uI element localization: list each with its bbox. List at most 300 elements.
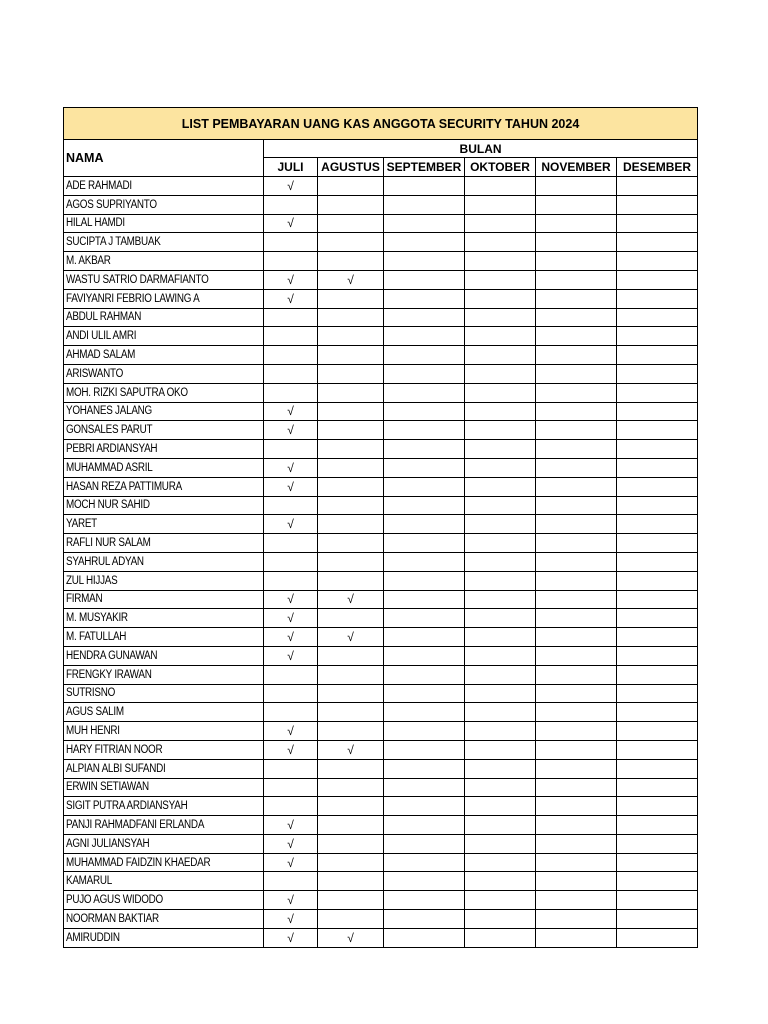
payment-cell-september xyxy=(384,270,465,289)
payment-cell-oktober xyxy=(465,383,536,402)
member-name: YARET xyxy=(66,518,97,531)
payment-cell-desember xyxy=(617,590,698,609)
payment-cell-desember xyxy=(617,477,698,496)
payment-cell-oktober xyxy=(465,289,536,308)
member-name: SUTRISNO xyxy=(66,687,116,700)
member-name-cell xyxy=(64,477,264,496)
payment-cell-desember xyxy=(617,327,698,346)
payment-cell-desember xyxy=(617,797,698,816)
payment-table xyxy=(63,107,698,948)
member-name-cell xyxy=(64,571,264,590)
month-header-juli: JULI xyxy=(264,158,318,177)
payment-cell-agustus xyxy=(318,552,384,571)
payment-cell-september xyxy=(384,214,465,233)
payment-cell-november xyxy=(536,759,617,778)
table-row xyxy=(64,496,698,515)
member-name: PUJO AGUS WIDODO xyxy=(66,894,163,907)
payment-cell-desember xyxy=(617,834,698,853)
table-row xyxy=(64,364,698,383)
check-mark-icon: √ xyxy=(287,291,294,306)
payment-cell-oktober xyxy=(465,759,536,778)
payment-cell-oktober xyxy=(465,910,536,929)
member-rows xyxy=(64,177,698,948)
payment-cell-november xyxy=(536,910,617,929)
month-group-header: BULAN xyxy=(264,140,698,158)
payment-cell-november xyxy=(536,928,617,947)
payment-cell-agustus xyxy=(318,534,384,553)
payment-cell-oktober xyxy=(465,665,536,684)
payment-cell-desember xyxy=(617,740,698,759)
payment-cell-juli xyxy=(264,421,318,440)
member-name-cell xyxy=(64,590,264,609)
check-mark-icon: √ xyxy=(287,836,294,851)
payment-cell-desember xyxy=(617,928,698,947)
payment-cell-september xyxy=(384,759,465,778)
payment-cell-november xyxy=(536,722,617,741)
payment-cell-oktober xyxy=(465,496,536,515)
payment-cell-september xyxy=(384,722,465,741)
payment-cell-desember xyxy=(617,891,698,910)
payment-cell-oktober xyxy=(465,816,536,835)
payment-cell-desember xyxy=(617,759,698,778)
member-name: HENDRA GUNAWAN xyxy=(66,649,158,662)
table-row xyxy=(64,853,698,872)
payment-cell-juli xyxy=(264,797,318,816)
table-row xyxy=(64,346,698,365)
payment-cell-oktober xyxy=(465,928,536,947)
member-name-cell xyxy=(64,195,264,214)
table-row xyxy=(64,759,698,778)
table-row xyxy=(64,195,698,214)
payment-cell-november xyxy=(536,421,617,440)
table-row xyxy=(64,797,698,816)
payment-cell-oktober xyxy=(465,346,536,365)
payment-cell-oktober xyxy=(465,703,536,722)
payment-cell-juli xyxy=(264,646,318,665)
table-row xyxy=(64,628,698,647)
payment-cell-desember xyxy=(617,628,698,647)
payment-cell-juli xyxy=(264,571,318,590)
table-row xyxy=(64,834,698,853)
payment-cell-november xyxy=(536,571,617,590)
payment-cell-agustus xyxy=(318,515,384,534)
member-name-cell xyxy=(64,214,264,233)
member-name: WASTU SATRIO DARMAFIANTO xyxy=(66,273,209,286)
payment-cell-september xyxy=(384,552,465,571)
payment-cell-september xyxy=(384,195,465,214)
payment-cell-agustus xyxy=(318,327,384,346)
check-mark-icon: √ xyxy=(287,178,294,193)
month-header-september: SEPTEMBER xyxy=(384,158,465,177)
member-name: M. MUSYAKIR xyxy=(66,612,128,625)
member-name-cell xyxy=(64,665,264,684)
payment-cell-oktober xyxy=(465,177,536,196)
payment-cell-agustus xyxy=(318,177,384,196)
payment-cell-juli xyxy=(264,778,318,797)
table-row xyxy=(64,891,698,910)
table-row xyxy=(64,421,698,440)
payment-cell-desember xyxy=(617,421,698,440)
payment-cell-juli xyxy=(264,177,318,196)
payment-cell-november xyxy=(536,364,617,383)
check-mark-icon: √ xyxy=(287,742,294,757)
payment-cell-desember xyxy=(617,195,698,214)
payment-cell-november xyxy=(536,440,617,459)
payment-cell-september xyxy=(384,534,465,553)
member-name: ADE RAHMADI xyxy=(66,179,132,192)
payment-cell-juli xyxy=(264,458,318,477)
check-mark-icon: √ xyxy=(287,911,294,926)
payment-cell-oktober xyxy=(465,534,536,553)
member-name: AHMAD SALAM xyxy=(66,349,136,362)
table-row xyxy=(64,289,698,308)
table-row xyxy=(64,477,698,496)
payment-cell-desember xyxy=(617,440,698,459)
payment-cell-oktober xyxy=(465,440,536,459)
payment-cell-agustus xyxy=(318,421,384,440)
payment-cell-november xyxy=(536,684,617,703)
payment-cell-juli xyxy=(264,816,318,835)
payment-cell-juli xyxy=(264,853,318,872)
table-row xyxy=(64,665,698,684)
payment-cell-oktober xyxy=(465,421,536,440)
payment-cell-desember xyxy=(617,816,698,835)
payment-cell-september xyxy=(384,515,465,534)
payment-cell-oktober xyxy=(465,891,536,910)
payment-cell-desember xyxy=(617,270,698,289)
payment-cell-juli xyxy=(264,327,318,346)
payment-cell-november xyxy=(536,590,617,609)
table-row xyxy=(64,327,698,346)
payment-cell-agustus xyxy=(318,646,384,665)
payment-cell-agustus xyxy=(318,270,384,289)
member-name: ANDI ULIL AMRI xyxy=(66,330,137,343)
payment-cell-juli xyxy=(264,590,318,609)
payment-cell-desember xyxy=(617,853,698,872)
payment-cell-desember xyxy=(617,684,698,703)
member-name: FRENGKY IRAWAN xyxy=(66,668,152,681)
member-name-cell xyxy=(64,834,264,853)
payment-cell-desember xyxy=(617,552,698,571)
payment-cell-september xyxy=(384,609,465,628)
payment-cell-agustus xyxy=(318,364,384,383)
table-row xyxy=(64,872,698,891)
payment-cell-september xyxy=(384,327,465,346)
check-mark-icon: √ xyxy=(287,817,294,832)
payment-cell-agustus xyxy=(318,872,384,891)
payment-cell-november xyxy=(536,327,617,346)
payment-cell-agustus xyxy=(318,609,384,628)
payment-cell-desember xyxy=(617,496,698,515)
payment-cell-oktober xyxy=(465,797,536,816)
payment-cell-agustus xyxy=(318,195,384,214)
member-name-cell xyxy=(64,759,264,778)
payment-cell-desember xyxy=(617,214,698,233)
payment-cell-november xyxy=(536,834,617,853)
table-row xyxy=(64,590,698,609)
member-name-cell xyxy=(64,440,264,459)
member-name-cell xyxy=(64,289,264,308)
member-name: MOCH NUR SAHID xyxy=(66,499,150,512)
payment-cell-agustus xyxy=(318,402,384,421)
payment-cell-juli xyxy=(264,252,318,271)
payment-cell-november xyxy=(536,195,617,214)
table-row xyxy=(64,252,698,271)
member-name: AMIRUDDIN xyxy=(66,931,120,944)
payment-cell-juli xyxy=(264,740,318,759)
member-name: M. FATULLAH xyxy=(66,631,127,644)
member-name: YOHANES JALANG xyxy=(66,405,152,418)
payment-cell-desember xyxy=(617,346,698,365)
payment-cell-september xyxy=(384,383,465,402)
payment-cell-november xyxy=(536,665,617,684)
member-name: RAFLI NUR SALAM xyxy=(66,537,151,550)
payment-cell-oktober xyxy=(465,590,536,609)
payment-cell-oktober xyxy=(465,477,536,496)
payment-cell-agustus xyxy=(318,440,384,459)
member-name: M. AKBAR xyxy=(66,255,111,268)
member-name-cell xyxy=(64,609,264,628)
payment-cell-november xyxy=(536,740,617,759)
table-row xyxy=(64,534,698,553)
payment-cell-oktober xyxy=(465,515,536,534)
payment-cell-oktober xyxy=(465,872,536,891)
payment-cell-oktober xyxy=(465,252,536,271)
payment-cell-desember xyxy=(617,252,698,271)
payment-cell-november xyxy=(536,797,617,816)
payment-cell-september xyxy=(384,233,465,252)
payment-cell-agustus xyxy=(318,703,384,722)
member-name: ZUL HIJJAS xyxy=(66,574,118,587)
member-name: NOORMAN BAKTIAR xyxy=(66,912,159,925)
name-column-header: NAMA xyxy=(64,140,264,177)
member-name: ERWIN SETIAWAN xyxy=(66,781,149,794)
member-name: SUCIPTA J TAMBUAK xyxy=(66,236,161,249)
member-name: MUH HENRI xyxy=(66,725,120,737)
table-row xyxy=(64,308,698,327)
payment-cell-september xyxy=(384,177,465,196)
month-header-november: NOVEMBER xyxy=(536,158,617,177)
table-row xyxy=(64,571,698,590)
payment-cell-juli xyxy=(264,346,318,365)
payment-cell-oktober xyxy=(465,552,536,571)
payment-cell-november xyxy=(536,177,617,196)
payment-cell-september xyxy=(384,834,465,853)
payment-cell-juli xyxy=(264,872,318,891)
check-mark-icon: √ xyxy=(347,742,354,757)
member-name-cell xyxy=(64,722,264,741)
payment-cell-juli xyxy=(264,609,318,628)
payment-cell-juli xyxy=(264,552,318,571)
payment-cell-agustus xyxy=(318,853,384,872)
payment-cell-desember xyxy=(617,910,698,929)
table-row xyxy=(64,740,698,759)
member-name-cell xyxy=(64,421,264,440)
payment-cell-oktober xyxy=(465,308,536,327)
check-mark-icon: √ xyxy=(287,460,294,475)
member-name: PEBRI ARDIANSYAH xyxy=(66,443,158,456)
payment-cell-agustus xyxy=(318,214,384,233)
payment-cell-november xyxy=(536,628,617,647)
payment-cell-september xyxy=(384,571,465,590)
payment-cell-agustus xyxy=(318,289,384,308)
payment-cell-september xyxy=(384,458,465,477)
payment-cell-agustus xyxy=(318,346,384,365)
payment-cell-oktober xyxy=(465,778,536,797)
payment-cell-agustus xyxy=(318,665,384,684)
member-name: PANJI RAHMADFANI ERLANDA xyxy=(66,818,205,831)
payment-cell-juli xyxy=(264,910,318,929)
member-name-cell xyxy=(64,853,264,872)
table-row xyxy=(64,214,698,233)
member-name-cell xyxy=(64,383,264,402)
member-name: ALPIAN ALBI SUFANDI xyxy=(66,762,166,775)
member-name: MUHAMMAD ASRIL xyxy=(66,461,153,474)
member-name: SYAHRUL ADYAN xyxy=(66,555,144,568)
check-mark-icon: √ xyxy=(287,404,294,419)
member-name-cell xyxy=(64,233,264,252)
payment-cell-agustus xyxy=(318,797,384,816)
payment-cell-november xyxy=(536,778,617,797)
check-mark-icon: √ xyxy=(287,648,294,663)
member-name-cell xyxy=(64,778,264,797)
payment-cell-juli xyxy=(264,722,318,741)
payment-cell-november xyxy=(536,270,617,289)
payment-cell-juli xyxy=(264,289,318,308)
member-name-cell xyxy=(64,891,264,910)
payment-cell-agustus xyxy=(318,628,384,647)
month-header-agustus: AGUSTUS xyxy=(318,158,384,177)
table-row xyxy=(64,910,698,929)
member-name-cell xyxy=(64,496,264,515)
payment-cell-agustus xyxy=(318,477,384,496)
payment-cell-september xyxy=(384,364,465,383)
payment-cell-oktober xyxy=(465,327,536,346)
payment-cell-agustus xyxy=(318,383,384,402)
payment-cell-desember xyxy=(617,364,698,383)
payment-cell-november xyxy=(536,252,617,271)
member-name-cell xyxy=(64,928,264,947)
payment-cell-september xyxy=(384,928,465,947)
check-mark-icon: √ xyxy=(287,893,294,908)
payment-cell-september xyxy=(384,590,465,609)
payment-cell-juli xyxy=(264,928,318,947)
payment-cell-agustus xyxy=(318,496,384,515)
payment-cell-november xyxy=(536,872,617,891)
member-name-cell xyxy=(64,646,264,665)
payment-cell-september xyxy=(384,910,465,929)
member-name-cell xyxy=(64,684,264,703)
payment-cell-oktober xyxy=(465,853,536,872)
check-mark-icon: √ xyxy=(287,611,294,626)
member-name: KAMARUL xyxy=(66,875,113,888)
check-mark-icon: √ xyxy=(347,630,354,645)
payment-cell-september xyxy=(384,853,465,872)
member-name-cell xyxy=(64,402,264,421)
payment-cell-september xyxy=(384,684,465,703)
payment-cell-november xyxy=(536,458,617,477)
table-row xyxy=(64,684,698,703)
payment-cell-oktober xyxy=(465,195,536,214)
payment-cell-september xyxy=(384,628,465,647)
payment-cell-november xyxy=(536,891,617,910)
payment-cell-oktober xyxy=(465,233,536,252)
payment-cell-oktober xyxy=(465,740,536,759)
payment-cell-oktober xyxy=(465,646,536,665)
payment-cell-desember xyxy=(617,609,698,628)
member-name-cell xyxy=(64,816,264,835)
payment-cell-november xyxy=(536,515,617,534)
payment-cell-agustus xyxy=(318,740,384,759)
payment-cell-september xyxy=(384,308,465,327)
payment-cell-november xyxy=(536,552,617,571)
payment-cell-desember xyxy=(617,571,698,590)
check-mark-icon: √ xyxy=(347,592,354,607)
payment-cell-juli xyxy=(264,270,318,289)
payment-cell-agustus xyxy=(318,590,384,609)
payment-cell-agustus xyxy=(318,233,384,252)
payment-cell-juli xyxy=(264,891,318,910)
table-row xyxy=(64,383,698,402)
table-row xyxy=(64,270,698,289)
member-name-cell xyxy=(64,552,264,571)
payment-cell-desember xyxy=(617,703,698,722)
payment-cell-agustus xyxy=(318,571,384,590)
member-name: MOH. RIZKI SAPUTRA OKO xyxy=(66,386,188,399)
member-name: GONSALES PARUT xyxy=(66,424,153,437)
table-row xyxy=(64,177,698,196)
member-name-cell xyxy=(64,177,264,196)
check-mark-icon: √ xyxy=(347,272,354,287)
payment-cell-juli xyxy=(264,440,318,459)
member-name-cell xyxy=(64,327,264,346)
member-name-cell xyxy=(64,252,264,271)
payment-cell-november xyxy=(536,703,617,722)
payment-cell-november xyxy=(536,233,617,252)
payment-cell-agustus xyxy=(318,778,384,797)
payment-cell-oktober xyxy=(465,214,536,233)
payment-cell-juli xyxy=(264,383,318,402)
member-name-cell xyxy=(64,364,264,383)
payment-cell-agustus xyxy=(318,308,384,327)
payment-cell-september xyxy=(384,289,465,308)
payment-cell-desember xyxy=(617,515,698,534)
payment-cell-desember xyxy=(617,872,698,891)
member-name: MUHAMMAD FAIDZIN KHAEDAR xyxy=(66,856,211,869)
payment-cell-oktober xyxy=(465,402,536,421)
payment-cell-november xyxy=(536,534,617,553)
member-name: FIRMAN xyxy=(66,593,103,606)
table-row xyxy=(64,458,698,477)
payment-cell-desember xyxy=(617,778,698,797)
payment-cell-september xyxy=(384,346,465,365)
payment-cell-oktober xyxy=(465,571,536,590)
payment-cell-september xyxy=(384,872,465,891)
payment-cell-september xyxy=(384,778,465,797)
payment-cell-agustus xyxy=(318,910,384,929)
payment-cell-juli xyxy=(264,195,318,214)
payment-cell-september xyxy=(384,665,465,684)
payment-cell-oktober xyxy=(465,722,536,741)
payment-cell-desember xyxy=(617,402,698,421)
payment-cell-oktober xyxy=(465,609,536,628)
member-name: ABDUL RAHMAN xyxy=(66,311,142,324)
payment-cell-juli xyxy=(264,834,318,853)
member-name: AGNI JULIANSYAH xyxy=(66,837,150,850)
payment-cell-desember xyxy=(617,722,698,741)
check-mark-icon: √ xyxy=(287,517,294,532)
payment-cell-juli xyxy=(264,628,318,647)
